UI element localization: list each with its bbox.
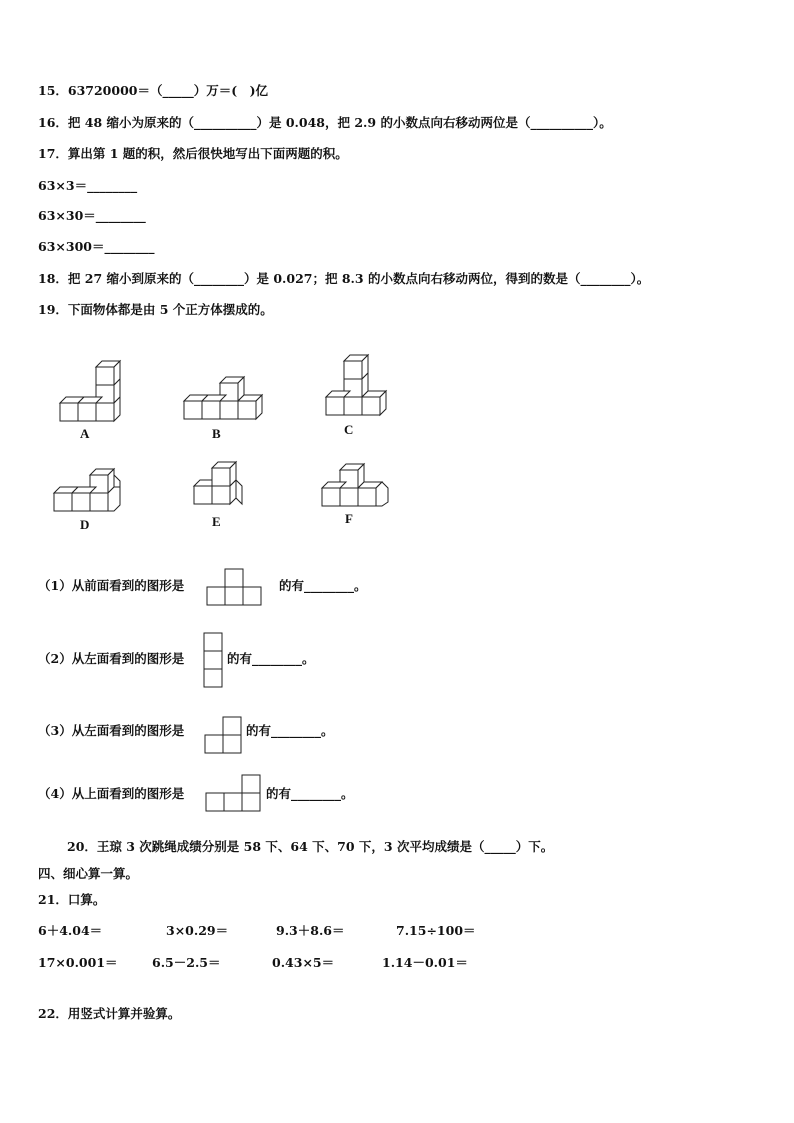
calc-2-1: 17×0.001＝ xyxy=(38,955,118,970)
calc-2-4: 1.14－0.01＝ xyxy=(382,955,468,970)
figure-c-cubes xyxy=(326,355,391,420)
q19-sub4-answer: 的有________。 xyxy=(266,786,354,801)
question-18: 18．把 27 缩小到原来的（________）是 0.027；把 8.3 的小数点向右移动两位，得到的数是（________）。 xyxy=(38,271,650,286)
figure-f-cubes xyxy=(322,464,392,512)
q19-sub1-prompt: （1）从前面看到的图形是 xyxy=(38,578,185,593)
figure-a-label: A xyxy=(80,426,90,441)
figure-d-label: D xyxy=(80,517,90,532)
left-view-column-shape xyxy=(203,632,225,688)
figure-b-cubes xyxy=(184,376,269,426)
question-17-line-3: 63×300＝________ xyxy=(38,239,155,254)
q19-sub3-answer: 的有________。 xyxy=(246,723,334,738)
question-22: 22．用竖式计算并验算。 xyxy=(38,1006,181,1021)
calc-1-1: 6＋4.04＝ xyxy=(38,923,103,938)
calc-1-3: 9.3＋8.6＝ xyxy=(276,923,345,938)
question-17-line-1: 63×3＝________ xyxy=(38,178,138,193)
question-21-title: 21．口算。 xyxy=(38,892,106,907)
figure-c-label: C xyxy=(344,422,354,437)
figure-e-cubes xyxy=(194,462,244,512)
figure-e-label: E xyxy=(212,514,221,529)
figure-d-cubes xyxy=(54,468,124,514)
figure-b-label: B xyxy=(212,426,221,441)
q19-sub4-prompt: （4）从上面看到的图形是 xyxy=(38,786,185,801)
figure-f-label: F xyxy=(345,511,353,526)
question-17-title: 17．算出第 1 题的积，然后很快地写出下面两题的积。 xyxy=(38,146,348,161)
calc-1-2: 3×0.29＝ xyxy=(166,923,229,938)
left-view-l-shape xyxy=(204,716,244,756)
question-15: 15．63720000＝（_____）万＝( )亿 xyxy=(38,83,269,98)
question-20: 20．王琼 3 次跳绳成绩分别是 58 下、64 下、70 下，3 次平均成绩是（_____）下。 xyxy=(67,839,554,854)
calc-2-2: 6.5－2.5＝ xyxy=(152,955,221,970)
q19-sub2-answer: 的有________。 xyxy=(227,651,315,666)
calc-1-4: 7.15÷100＝ xyxy=(396,923,476,938)
question-19-title: 19．下面物体都是由 5 个正方体摆成的。 xyxy=(38,302,273,317)
figure-a-cubes xyxy=(60,355,130,425)
question-17-line-2: 63×30＝________ xyxy=(38,208,146,223)
question-16: 16．把 48 缩小为原来的（__________）是 0.048，把 2.9 的小数点向右移动两位是（__________）。 xyxy=(38,115,612,130)
section-4-heading: 四、细心算一算。 xyxy=(38,866,139,881)
q19-sub1-answer: 的有________。 xyxy=(279,578,367,593)
top-view-shape xyxy=(205,774,265,814)
calc-2-3: 0.43×5＝ xyxy=(272,955,335,970)
q19-sub2-prompt: （2）从左面看到的图形是 xyxy=(38,651,185,666)
q19-sub3-prompt: （3）从左面看到的图形是 xyxy=(38,723,185,738)
front-view-shape xyxy=(207,568,265,608)
